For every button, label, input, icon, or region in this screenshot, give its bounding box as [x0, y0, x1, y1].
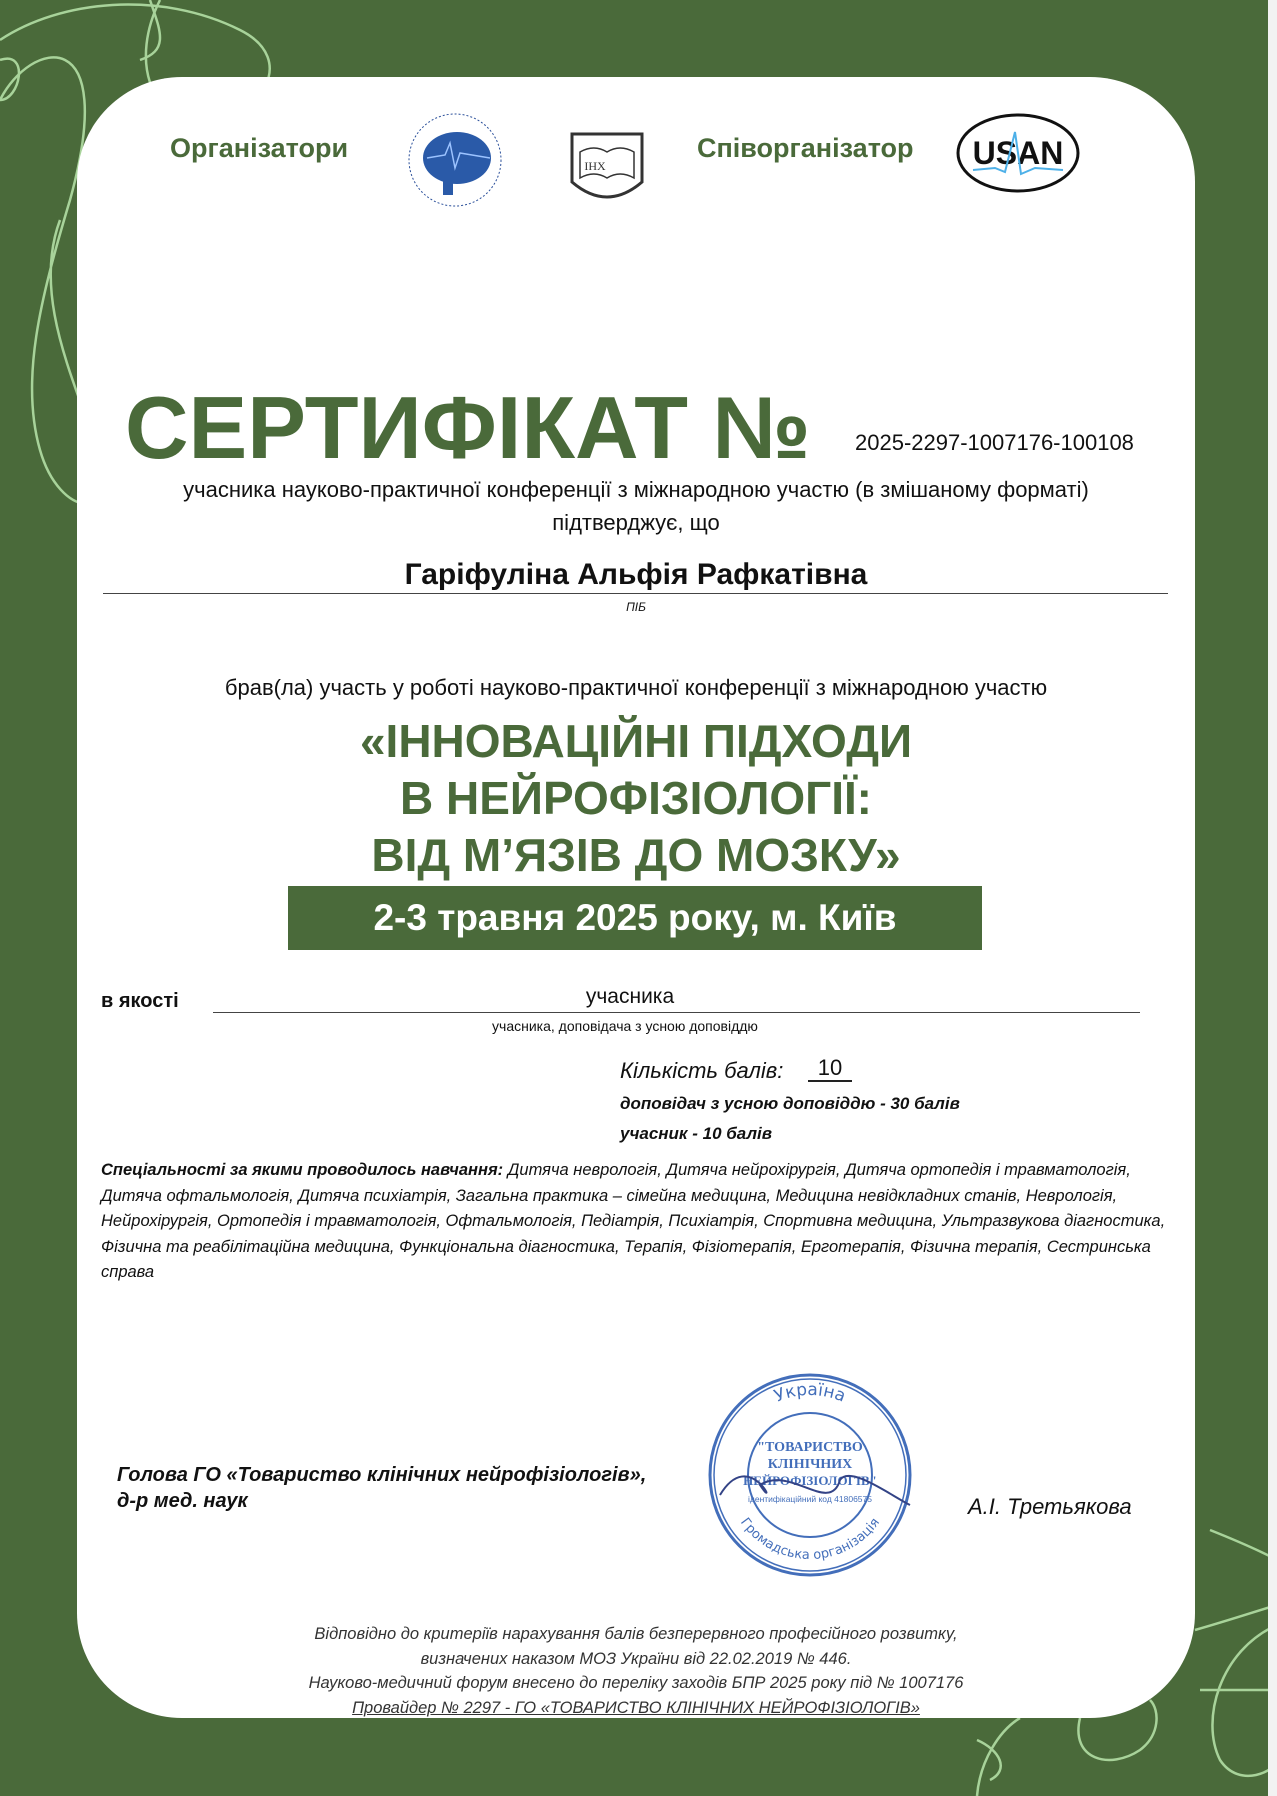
svg-text:"ТОВАРИСТВО: "ТОВАРИСТВО — [757, 1440, 863, 1455]
usan-logo-icon — [955, 112, 1081, 194]
points-rule-participant: учасник - 10 балів — [620, 1124, 773, 1143]
role-line — [213, 1012, 1140, 1013]
specialties-text — [101, 1158, 1181, 1286]
footer-line: Провайдер № 2297 - ГО «ТОВАРИСТВО КЛІНІЧНИХ НЕЙРОФІЗІОЛОГІВ» — [352, 1698, 920, 1717]
organizers-label: Організатори — [170, 133, 349, 163]
certificate-subtitle: учасника науково-практичної конференції з міжнародною участю (в змішаному форматі) — [183, 477, 1089, 502]
points-rule-speaker: доповідач з усною доповіддю - 30 балів — [620, 1094, 960, 1113]
conference-title-2: В НЕЙРОФІЗІОЛОГІЇ: — [399, 772, 873, 824]
svg-text:USAN: USAN — [972, 135, 1064, 171]
role-label: в якості — [101, 990, 179, 1012]
footer-line: Відповідно до критеріїв нарахування балів безперервного професійного розвитку, — [314, 1625, 958, 1643]
recipient-name: Гаріфуліна Альфія Рафкатівна — [404, 558, 868, 591]
signer-position: Голова ГО «Товариство клінічних нейрофізіологів», — [117, 1464, 647, 1486]
participation-text: брав(ла) участь у роботі науково-практичної конференції з міжнародною участю — [224, 675, 1048, 700]
date-place-banner: 2-3 травня 2025 року, м. Київ — [288, 886, 982, 950]
certificate-number: 2025-2297-1007176-100108 — [855, 430, 1134, 455]
official-stamp-icon — [700, 1365, 920, 1585]
signer-degree: д-р мед. наук — [117, 1490, 248, 1512]
institute-crest-icon — [562, 112, 652, 212]
certificate-title: СЕРТИФІКАТ № — [125, 378, 811, 477]
coorganizer-label: Співорганізатор — [697, 133, 914, 163]
svg-text:Україна: Україна — [771, 1379, 849, 1407]
svg-text:ідентифікаційний код 41806575: ідентифікаційний код 41806575 — [748, 1494, 872, 1504]
role-value: учасника — [585, 985, 675, 1008]
confirms-text: підтверджує, що — [552, 510, 720, 535]
name-hint: ПІБ — [626, 600, 646, 614]
footer-note — [77, 1622, 1195, 1720]
svg-text:НЕЙРОФІЗІОЛОГІВ": НЕЙРОФІЗІОЛОГІВ" — [743, 1473, 877, 1488]
points-label: Кількість балів: — [620, 1058, 784, 1083]
brain-logo-icon — [405, 103, 505, 218]
specialties-label: Спеціальності за якими проводилось навчання: — [101, 1161, 504, 1179]
conference-title-1: «ІННОВАЦІЙНІ ПІДХОДИ — [359, 715, 913, 767]
role-hint: учасника, доповідача з усною доповіддю — [492, 1018, 758, 1034]
svg-text:ІНХ: ІНХ — [584, 159, 606, 173]
points-value: 10 — [808, 1056, 852, 1082]
footer-line: Науково-медичний форум внесено до переліку заходів БПР 2025 року під № 1007176 — [308, 1674, 964, 1692]
svg-text:КЛІНІЧНИХ: КЛІНІЧНИХ — [767, 1457, 853, 1472]
footer-line: визначених наказом МОЗ України від 22.02.2019 № 446. — [420, 1649, 852, 1668]
signature-block — [117, 1462, 646, 1514]
svg-text:Громадська організація: Громадська організація — [737, 1515, 883, 1564]
conference-title-3: ВІД М’ЯЗІВ ДО МОЗКУ» — [371, 829, 901, 881]
signer-name: А.І. Третьякова — [968, 1494, 1132, 1519]
page-edge — [1268, 0, 1277, 1796]
name-line — [103, 593, 1168, 594]
specialties-list: Дитяча неврологія, Дитяча нейрохірургія, Дитяча ортопедія і травматологія, Дитяча офтальмологія, Дитяча психіатрія, Загальна практика – сімейна медицина, Медицина невідкладних станів, Неврологія, Нейрохірургія, Ортопедія і травматологія, Офтальмологія, Педіатрія, Психіатрія, Спортивна медицина, Ультразвукова діагностика, Фізична та реабілітаційна медицина, Функціональна діагностика, Терапія, Фізіотерапія, Ерготерапія, Фізична терапія, Сестринська справа — [101, 1161, 1166, 1281]
